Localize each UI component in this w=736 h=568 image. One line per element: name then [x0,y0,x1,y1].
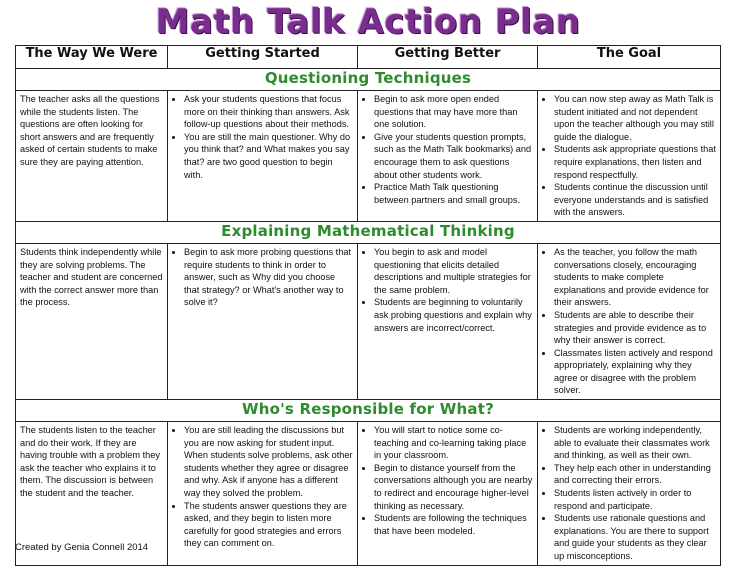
cell-way-we-were: Students think independently while they are solving problems. The teacher and student are concerned with the correct answer more than the process. [16,243,168,399]
list-item: • You are still leading the discussions but you are now asking for student input. When students solve problems, ask other students whether they agree or disagree and why. Ask if anyone has a different way they solved the problem. [184,424,353,500]
cell-way-we-were: The teacher asks all the questions while the students listen. The questions are often looking for short answers and are frequently asked of certain students to make sure they are paying attention. [16,91,168,222]
list-item: • Students are following the techniques that have been modeled. [374,512,533,537]
list-item: • Begin to ask more open ended questions that may have more than one solution. [374,93,533,131]
bullet-list [542,93,716,219]
list-item: • Students listen actively in order to respond and participate. [554,487,716,512]
cell-getting-better [358,91,538,222]
list-item: • Students ask appropriate questions that require explanations, then listen and respond respectfully. [554,143,716,181]
cell-the-goal [538,422,721,566]
cell-getting-better [358,243,538,399]
list-item: • Classmates listen actively and respond appropriately, explaining why they agree or disagree with the problem solver. [554,347,716,397]
bullet-list [542,246,716,397]
bullet-list [542,424,716,563]
section-heading-responsible: Who's Responsible for What? [16,400,721,422]
section-heading-row [16,69,721,91]
list-item: • You can now step away as Math Talk is student initiated and not dependent upon the teacher although you may still guide the dialogue. [554,93,716,143]
cell-the-goal [538,91,721,222]
bullet-list [362,93,533,206]
list-item: • Students are working independently, able to evaluate their classmates work and thinking, as well as their own. [554,424,716,462]
list-item: • You begin to ask and model questioning that elicits detailed descriptions and multiple strategies for the same problem. [374,246,533,296]
cell-getting-started [168,243,358,399]
column-header-getting-started: Getting Started [168,46,358,69]
page-title: Math Talk Action Plan [155,2,581,42]
column-header-getting-better: Getting Better [358,46,538,69]
cell-getting-started [168,422,358,566]
list-item: • Students use rationale questions and explanations. You are there to support and guide your students as they clear up misconceptions. [554,512,716,562]
list-item: • The students answer questions they are asked, and they begin to listen more carefully for good strategies and errors they can comment on. [184,500,353,550]
cell-getting-better [358,422,538,566]
section-heading-row [16,400,721,422]
cell-the-goal [538,243,721,399]
list-item: • You will start to notice some co-teaching and co-learning taking place in your classroom. [374,424,533,462]
bullet-list [172,246,353,309]
cell-way-we-were: The students listen to the teacher and do their work. If they are having trouble with a problem they ask the teacher who explains it to them. The discussion is between the student and the teacher. [16,422,168,566]
list-item: • As the teacher, you follow the math conversations closely, encouraging students to make complete explanations and provide evidence for their answers. [554,246,716,309]
bullet-list [362,246,533,334]
section-heading-row [16,221,721,243]
column-header-way-we-were: The Way We Were [16,46,168,69]
column-header-the-goal: The Goal [538,46,721,69]
action-plan-table [15,45,721,566]
cell-getting-started [168,91,358,222]
table-row [16,243,721,399]
bullet-list [362,424,533,537]
list-item: • Give your students question prompts, such as the Math Talk bookmarks) and encourage them to ask questions about other students work. [374,131,533,181]
section-heading-questioning: Questioning Techniques [16,69,721,91]
section-heading-explaining: Explaining Mathematical Thinking [16,221,721,243]
list-item: • Begin to distance yourself from the conversations although you are nearby to redirect and encourage higher-level thinking as necessary. [374,462,533,512]
list-item: • Students are beginning to voluntarily ask probing questions and explain why answers are incorrect/correct. [374,296,533,334]
table-row [16,91,721,222]
list-item: • You are still the main questioner. Why do you think that? and What makes you say that? are two good question to begin with. [184,131,353,181]
bullet-list [172,424,353,550]
header-row [16,46,721,69]
footer-credit: Created by Genia Connell 2014 [15,542,149,553]
list-item: • Begin to ask more probing questions that require students to think in order to answer, such as Why did you choose that strategy? or What's another way to solve it? [184,246,353,309]
list-item: • Students are able to describe their strategies and provide evidence as to why their answer is correct. [554,309,716,347]
list-item: • Practice Math Talk questioning between partners and small groups. [374,181,533,206]
list-item: • They help each other in understanding and correcting their errors. [554,462,716,487]
bullet-list [172,93,353,181]
list-item: • Ask your students questions that focus more on their thinking than answers. Ask follow-up questions about their methods. [184,93,353,131]
list-item: • Students continue the discussion until everyone understands and is satisfied with the answers. [554,181,716,219]
